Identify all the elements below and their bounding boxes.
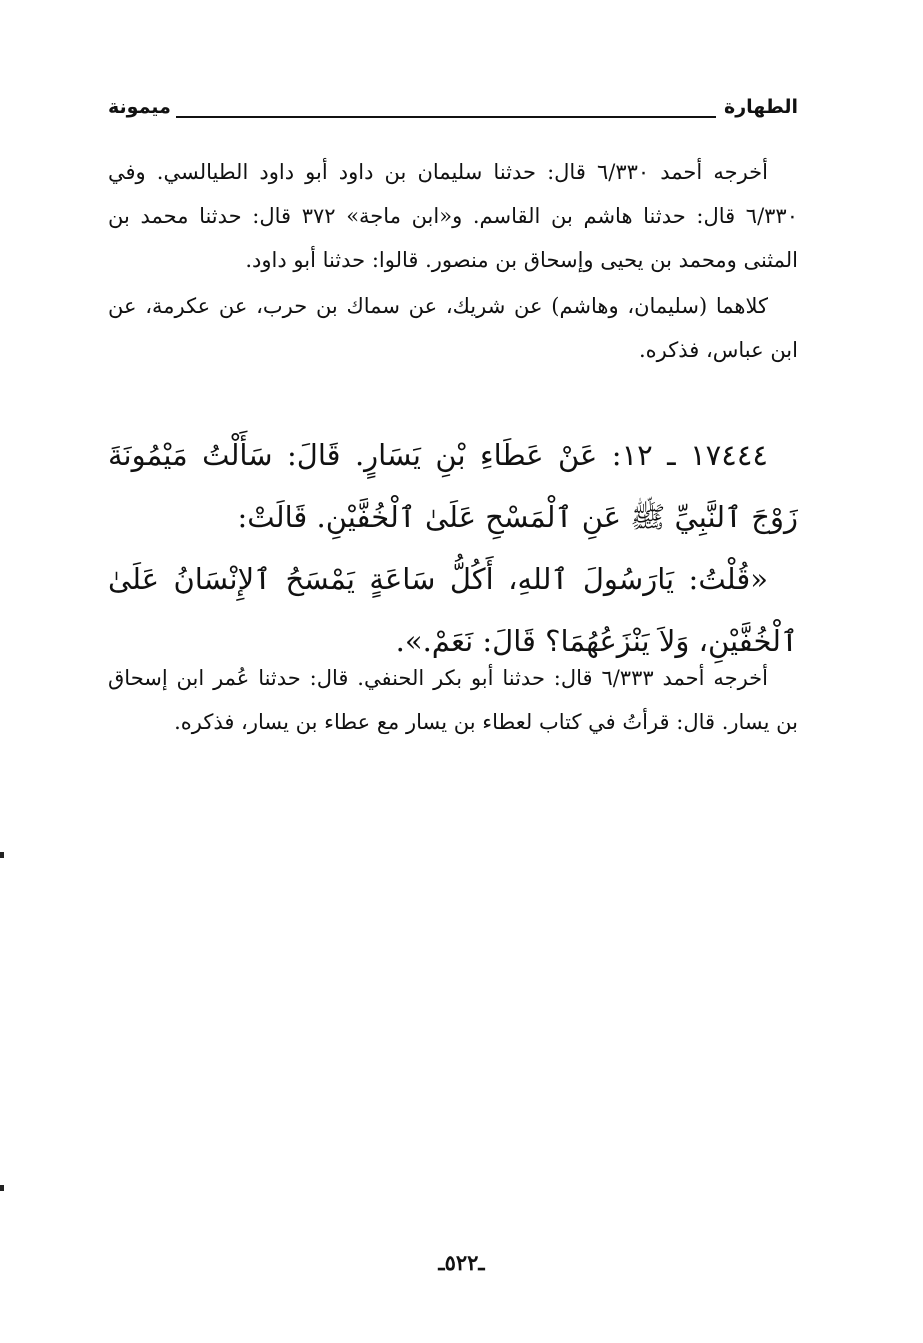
hadith-intro: ١٧٤٤٤ ـ ١٢: عَنْ عَطَاءِ بْنِ يَسَارٍ. قَالَ: سَأَلْتُ مَيْمُونَةَ زَوْجَ ٱلنَّبِيِّ ﷺ عَنِ ٱلْمَسْحِ عَلَىٰ ٱلْخُفَّيْنِ. قَالَتْ: [108,438,798,534]
hadith-quote: «قُلْتُ: يَارَسُولَ ٱللهِ، أَكُلُّ سَاعَةٍ يَمْسَحُ ٱلإِنْسَانُ عَلَىٰ ٱلْخُفَّيْنِ، وَلاَ يَنْزَعُهُمَا؟ قَالَ: نَعَمْ.». [108,562,798,658]
page-number: ـ٥٢٢ـ [438,1250,485,1275]
scan-mark [0,852,4,858]
hadith-block [108,424,798,672]
source-text-3: أخرجه أحمد ٦/٣٣٣ قال: حدثنا أبو بكر الحنفي. قال: حدثنا عُمر ابن إسحاق بن يسار. قال: قرأتُ في كتاب لعطاء بن يسار مع عطاء بن يسار، فذكره. [108,666,798,734]
source-note-3 [108,656,798,744]
source-note-1 [108,150,798,282]
source-text-1: أخرجه أحمد ٦/٣٣٠ قال: حدثنا سليمان بن داود أبو داود الطيالسي. وفي ٦/٣٣٠ قال: حدثنا هاشم بن القاسم. و«ابن ماجة» ٣٧٢ قال: حدثنا محمد بن المثنى ومحمد بن يحيى وإسحاق بن منصور. قالوا: حدثنا أبو داود. [108,160,798,272]
running-header [108,96,798,126]
section-title: ميمونة [108,96,171,118]
header-rule [176,116,716,118]
source-note-2 [108,284,798,372]
source-text-2: كلاهما (سليمان، وهاشم) عن شريك، عن سماك بن حرب، عن عكرمة، عن ابن عباس، فذكره. [108,294,798,362]
chapter-title: الطهارة [724,96,798,118]
scan-mark [0,1185,4,1191]
